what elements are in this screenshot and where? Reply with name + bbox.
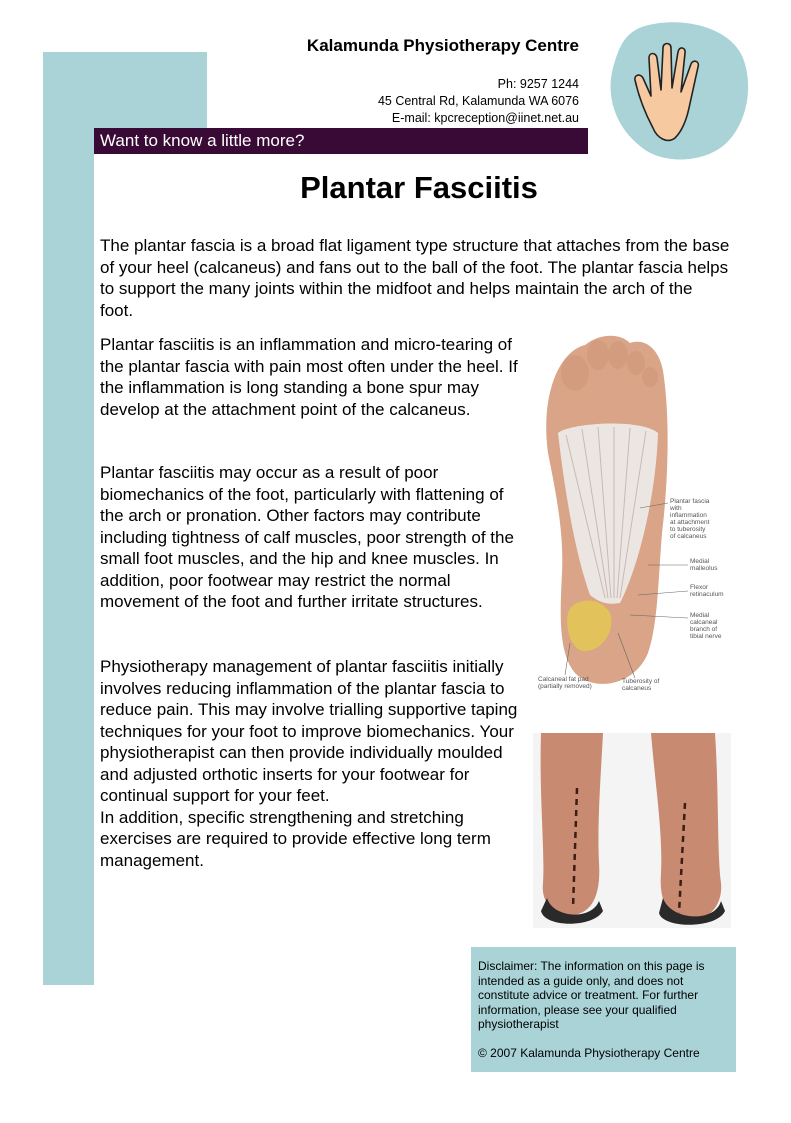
heel-taping-photo	[533, 733, 731, 928]
hand-logo-icon	[605, 18, 750, 163]
copyright-text: © 2007 Kalamunda Physiotherapy Centre	[478, 1045, 700, 1060]
definition-paragraph: Plantar fasciitis is an inflammation and micro-tearing of the plantar fascia with pain most often under the heel. If the inflammation is long standing a bone spur may develop at the attachment point of the calcaneus.	[100, 335, 518, 419]
fig-label-medial-calcaneal: Medial	[690, 612, 710, 619]
contact-info	[378, 76, 579, 127]
svg-text:Medial calcaneal branc: Medial calcaneal branch of tibial nerve	[690, 612, 722, 640]
fig-label-medial-malleolus: Medial	[690, 558, 710, 565]
clinic-name: Kalamunda Physiotherapy Centre	[306, 36, 579, 55]
decorative-side-bar-top	[43, 52, 207, 132]
email-text: E-mail: kpcreception@iinet.net.au	[391, 111, 579, 125]
causes-paragraph: Plantar fasciitis may occur as a result of poor biomechanics of the foot, particularly with flattening of the arch or pronation. Other factors may contribute including tightness of calf muscles, poor strength of the small foot muscles, and the hip and knee muscles. In addition, poor footwear may restrict the normal movement of the foot and further irritate structures.	[100, 463, 514, 611]
disclaimer-box	[471, 947, 736, 1072]
address-text: 45 Central Rd, Kalamunda WA 6076	[377, 94, 579, 108]
page-title: Plantar Fasciitis	[300, 170, 538, 205]
fig-label-tuberosity: Tuberosity of	[622, 678, 660, 685]
fig-label-flexor-retinaculum: Flexor	[690, 584, 709, 591]
svg-text:Calcaneal fat pad (partial: Calcaneal fat pad (partially removed)	[538, 676, 592, 690]
section-banner: Want to know a little more?	[94, 128, 588, 154]
decorative-side-bar	[43, 132, 94, 985]
plantar-fascia-illustration	[530, 333, 730, 698]
phone-text: Ph: 9257 1244	[497, 77, 579, 91]
svg-text:Plantar fascia with in: Plantar fascia with inflammation at attachment to tuberosity of calcaneus	[670, 498, 710, 540]
svg-text:Flexor retinaculum: Flexor retinaculum	[690, 584, 724, 598]
fig-label-fat-pad: Calcaneal fat pad	[538, 676, 589, 683]
fig-label-plantar-fascia: Plantar fascia	[670, 498, 710, 505]
disclaimer-text: Disclaimer: The information on this page is intended as a guide only, and does not constitute advice or treatment. For further information, please see your qualified physiotherapist	[478, 959, 705, 1031]
intro-paragraph: The plantar fascia is a broad flat ligament type structure that attaches from the base of your heel (calcaneus) and fans out to the ball of the foot. The plantar fascia helps to support the many joints within the midfoot and helps maintain the arch of the foot.	[100, 236, 730, 320]
svg-text:Medial malleolus: Medial malleolus	[690, 558, 718, 572]
management-paragraph: Physiotherapy management of plantar fasciitis initially involves reducing inflammation of the plantar fascia to reduce pain. This may involve trialling supportive taping techniques for your foot to improve biomechanics. Your physiotherapist can then provide individually moulded and adjusted orthotic inserts for your footwear for continual support for your feet. In addition, specific strengthening and stretching exercises are required to provide effective long term management.	[100, 657, 518, 870]
svg-text:Tuberosity of calcaneus: Tuberosity of calcaneus	[622, 678, 660, 692]
